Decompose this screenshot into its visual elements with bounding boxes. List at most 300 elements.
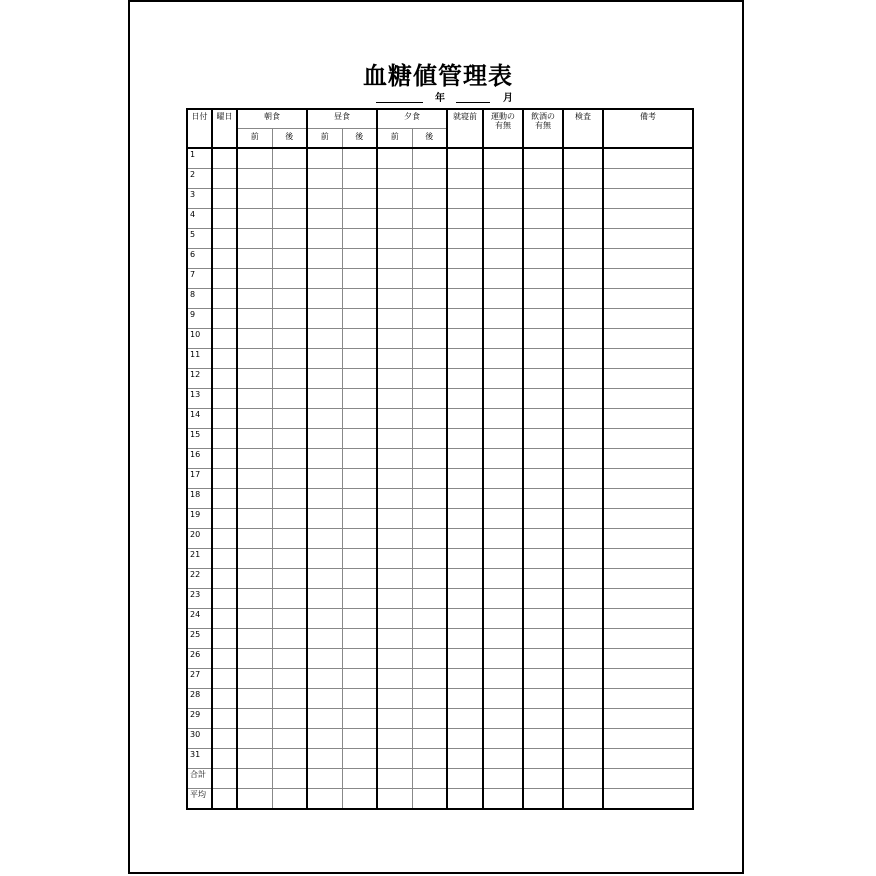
entry-cell[interactable] xyxy=(342,329,377,349)
entry-cell[interactable] xyxy=(412,649,447,669)
entry-cell[interactable] xyxy=(237,629,272,649)
entry-cell[interactable] xyxy=(523,689,563,709)
entry-cell[interactable] xyxy=(523,669,563,689)
entry-cell[interactable] xyxy=(212,289,237,309)
entry-cell[interactable] xyxy=(342,669,377,689)
entry-cell[interactable] xyxy=(412,209,447,229)
entry-cell[interactable] xyxy=(483,289,523,309)
entry-cell[interactable] xyxy=(377,189,412,209)
entry-cell[interactable] xyxy=(563,189,603,209)
entry-cell[interactable] xyxy=(377,509,412,529)
entry-cell[interactable] xyxy=(412,789,447,810)
entry-cell[interactable] xyxy=(272,589,307,609)
entry-cell[interactable] xyxy=(377,609,412,629)
entry-cell[interactable] xyxy=(272,349,307,369)
entry-cell[interactable] xyxy=(272,249,307,269)
entry-cell[interactable] xyxy=(603,649,693,669)
entry-cell[interactable] xyxy=(237,169,272,189)
entry-cell[interactable] xyxy=(523,449,563,469)
entry-cell[interactable] xyxy=(212,569,237,589)
entry-cell[interactable] xyxy=(377,229,412,249)
entry-cell[interactable] xyxy=(307,369,342,389)
entry-cell[interactable] xyxy=(563,449,603,469)
entry-cell[interactable] xyxy=(237,369,272,389)
entry-cell[interactable] xyxy=(377,148,412,169)
entry-cell[interactable] xyxy=(212,169,237,189)
entry-cell[interactable] xyxy=(523,429,563,449)
entry-cell[interactable] xyxy=(563,469,603,489)
entry-cell[interactable] xyxy=(377,369,412,389)
entry-cell[interactable] xyxy=(563,549,603,569)
entry-cell[interactable] xyxy=(342,769,377,789)
entry-cell[interactable] xyxy=(483,449,523,469)
entry-cell[interactable] xyxy=(342,349,377,369)
entry-cell[interactable] xyxy=(412,409,447,429)
entry-cell[interactable] xyxy=(342,709,377,729)
entry-cell[interactable] xyxy=(603,629,693,649)
entry-cell[interactable] xyxy=(603,689,693,709)
entry-cell[interactable] xyxy=(563,209,603,229)
entry-cell[interactable] xyxy=(523,709,563,729)
entry-cell[interactable] xyxy=(563,389,603,409)
entry-cell[interactable] xyxy=(447,489,483,509)
entry-cell[interactable] xyxy=(483,329,523,349)
entry-cell[interactable] xyxy=(447,609,483,629)
entry-cell[interactable] xyxy=(523,229,563,249)
entry-cell[interactable] xyxy=(563,349,603,369)
entry-cell[interactable] xyxy=(483,148,523,169)
entry-cell[interactable] xyxy=(237,329,272,349)
entry-cell[interactable] xyxy=(377,349,412,369)
entry-cell[interactable] xyxy=(307,169,342,189)
entry-cell[interactable] xyxy=(447,709,483,729)
entry-cell[interactable] xyxy=(523,749,563,769)
entry-cell[interactable] xyxy=(412,469,447,489)
entry-cell[interactable] xyxy=(237,269,272,289)
entry-cell[interactable] xyxy=(237,649,272,669)
entry-cell[interactable] xyxy=(342,569,377,589)
entry-cell[interactable] xyxy=(563,148,603,169)
entry-cell[interactable] xyxy=(447,209,483,229)
entry-cell[interactable] xyxy=(483,349,523,369)
entry-cell[interactable] xyxy=(412,229,447,249)
entry-cell[interactable] xyxy=(412,148,447,169)
entry-cell[interactable] xyxy=(342,409,377,429)
entry-cell[interactable] xyxy=(307,549,342,569)
entry-cell[interactable] xyxy=(342,309,377,329)
entry-cell[interactable] xyxy=(447,269,483,289)
entry-cell[interactable] xyxy=(603,189,693,209)
entry-cell[interactable] xyxy=(377,649,412,669)
entry-cell[interactable] xyxy=(483,529,523,549)
entry-cell[interactable] xyxy=(272,289,307,309)
entry-cell[interactable] xyxy=(412,769,447,789)
entry-cell[interactable] xyxy=(563,669,603,689)
entry-cell[interactable] xyxy=(212,449,237,469)
entry-cell[interactable] xyxy=(212,709,237,729)
entry-cell[interactable] xyxy=(272,409,307,429)
entry-cell[interactable] xyxy=(603,769,693,789)
entry-cell[interactable] xyxy=(342,249,377,269)
entry-cell[interactable] xyxy=(272,649,307,669)
entry-cell[interactable] xyxy=(272,449,307,469)
entry-cell[interactable] xyxy=(237,769,272,789)
entry-cell[interactable] xyxy=(272,489,307,509)
entry-cell[interactable] xyxy=(377,249,412,269)
entry-cell[interactable] xyxy=(563,629,603,649)
entry-cell[interactable] xyxy=(523,769,563,789)
entry-cell[interactable] xyxy=(483,729,523,749)
entry-cell[interactable] xyxy=(523,189,563,209)
entry-cell[interactable] xyxy=(523,649,563,669)
entry-cell[interactable] xyxy=(272,769,307,789)
entry-cell[interactable] xyxy=(237,729,272,749)
entry-cell[interactable] xyxy=(412,549,447,569)
entry-cell[interactable] xyxy=(563,409,603,429)
entry-cell[interactable] xyxy=(237,789,272,810)
entry-cell[interactable] xyxy=(412,429,447,449)
entry-cell[interactable] xyxy=(563,169,603,189)
entry-cell[interactable] xyxy=(307,469,342,489)
entry-cell[interactable] xyxy=(483,689,523,709)
entry-cell[interactable] xyxy=(523,269,563,289)
entry-cell[interactable] xyxy=(212,389,237,409)
entry-cell[interactable] xyxy=(212,469,237,489)
entry-cell[interactable] xyxy=(237,689,272,709)
entry-cell[interactable] xyxy=(603,209,693,229)
entry-cell[interactable] xyxy=(603,549,693,569)
entry-cell[interactable] xyxy=(272,709,307,729)
entry-cell[interactable] xyxy=(342,148,377,169)
entry-cell[interactable] xyxy=(483,509,523,529)
entry-cell[interactable] xyxy=(272,509,307,529)
entry-cell[interactable] xyxy=(212,589,237,609)
entry-cell[interactable] xyxy=(307,609,342,629)
entry-cell[interactable] xyxy=(412,389,447,409)
entry-cell[interactable] xyxy=(272,549,307,569)
entry-cell[interactable] xyxy=(412,369,447,389)
entry-cell[interactable] xyxy=(377,489,412,509)
entry-cell[interactable] xyxy=(447,589,483,609)
year-blank[interactable] xyxy=(376,102,423,103)
entry-cell[interactable] xyxy=(237,249,272,269)
entry-cell[interactable] xyxy=(447,749,483,769)
entry-cell[interactable] xyxy=(307,729,342,749)
entry-cell[interactable] xyxy=(237,209,272,229)
entry-cell[interactable] xyxy=(237,709,272,729)
entry-cell[interactable] xyxy=(412,709,447,729)
entry-cell[interactable] xyxy=(307,629,342,649)
entry-cell[interactable] xyxy=(447,649,483,669)
entry-cell[interactable] xyxy=(377,529,412,549)
entry-cell[interactable] xyxy=(237,469,272,489)
entry-cell[interactable] xyxy=(603,789,693,810)
entry-cell[interactable] xyxy=(603,429,693,449)
entry-cell[interactable] xyxy=(307,669,342,689)
entry-cell[interactable] xyxy=(603,489,693,509)
entry-cell[interactable] xyxy=(212,529,237,549)
entry-cell[interactable] xyxy=(272,429,307,449)
entry-cell[interactable] xyxy=(447,389,483,409)
entry-cell[interactable] xyxy=(563,229,603,249)
entry-cell[interactable] xyxy=(563,309,603,329)
entry-cell[interactable] xyxy=(377,269,412,289)
entry-cell[interactable] xyxy=(212,409,237,429)
entry-cell[interactable] xyxy=(447,229,483,249)
entry-cell[interactable] xyxy=(342,529,377,549)
entry-cell[interactable] xyxy=(523,309,563,329)
entry-cell[interactable] xyxy=(523,389,563,409)
entry-cell[interactable] xyxy=(447,789,483,810)
entry-cell[interactable] xyxy=(603,169,693,189)
entry-cell[interactable] xyxy=(447,249,483,269)
entry-cell[interactable] xyxy=(603,309,693,329)
entry-cell[interactable] xyxy=(212,549,237,569)
entry-cell[interactable] xyxy=(412,289,447,309)
entry-cell[interactable] xyxy=(603,349,693,369)
entry-cell[interactable] xyxy=(272,369,307,389)
entry-cell[interactable] xyxy=(342,489,377,509)
entry-cell[interactable] xyxy=(272,229,307,249)
entry-cell[interactable] xyxy=(412,729,447,749)
entry-cell[interactable] xyxy=(447,449,483,469)
entry-cell[interactable] xyxy=(377,289,412,309)
entry-cell[interactable] xyxy=(447,509,483,529)
entry-cell[interactable] xyxy=(447,569,483,589)
entry-cell[interactable] xyxy=(523,569,563,589)
entry-cell[interactable] xyxy=(377,389,412,409)
entry-cell[interactable] xyxy=(603,449,693,469)
entry-cell[interactable] xyxy=(523,529,563,549)
entry-cell[interactable] xyxy=(603,289,693,309)
entry-cell[interactable] xyxy=(483,409,523,429)
entry-cell[interactable] xyxy=(563,609,603,629)
entry-cell[interactable] xyxy=(272,689,307,709)
entry-cell[interactable] xyxy=(483,549,523,569)
entry-cell[interactable] xyxy=(523,549,563,569)
entry-cell[interactable] xyxy=(307,529,342,549)
entry-cell[interactable] xyxy=(523,509,563,529)
entry-cell[interactable] xyxy=(212,209,237,229)
entry-cell[interactable] xyxy=(483,309,523,329)
entry-cell[interactable] xyxy=(237,289,272,309)
entry-cell[interactable] xyxy=(412,169,447,189)
entry-cell[interactable] xyxy=(563,429,603,449)
entry-cell[interactable] xyxy=(212,649,237,669)
entry-cell[interactable] xyxy=(603,609,693,629)
entry-cell[interactable] xyxy=(603,729,693,749)
entry-cell[interactable] xyxy=(412,329,447,349)
entry-cell[interactable] xyxy=(563,689,603,709)
entry-cell[interactable] xyxy=(212,609,237,629)
entry-cell[interactable] xyxy=(483,709,523,729)
entry-cell[interactable] xyxy=(603,509,693,529)
entry-cell[interactable] xyxy=(212,249,237,269)
entry-cell[interactable] xyxy=(603,409,693,429)
entry-cell[interactable] xyxy=(237,549,272,569)
entry-cell[interactable] xyxy=(523,289,563,309)
entry-cell[interactable] xyxy=(563,249,603,269)
entry-cell[interactable] xyxy=(412,489,447,509)
entry-cell[interactable] xyxy=(412,669,447,689)
entry-cell[interactable] xyxy=(377,429,412,449)
entry-cell[interactable] xyxy=(272,529,307,549)
entry-cell[interactable] xyxy=(212,629,237,649)
entry-cell[interactable] xyxy=(237,509,272,529)
entry-cell[interactable] xyxy=(272,148,307,169)
entry-cell[interactable] xyxy=(342,169,377,189)
entry-cell[interactable] xyxy=(483,609,523,629)
entry-cell[interactable] xyxy=(237,529,272,549)
entry-cell[interactable] xyxy=(563,649,603,669)
entry-cell[interactable] xyxy=(212,329,237,349)
entry-cell[interactable] xyxy=(483,389,523,409)
entry-cell[interactable] xyxy=(272,669,307,689)
entry-cell[interactable] xyxy=(272,309,307,329)
entry-cell[interactable] xyxy=(523,249,563,269)
entry-cell[interactable] xyxy=(272,569,307,589)
entry-cell[interactable] xyxy=(307,749,342,769)
entry-cell[interactable] xyxy=(342,589,377,609)
entry-cell[interactable] xyxy=(603,589,693,609)
entry-cell[interactable] xyxy=(272,629,307,649)
entry-cell[interactable] xyxy=(237,189,272,209)
entry-cell[interactable] xyxy=(603,529,693,549)
entry-cell[interactable] xyxy=(212,309,237,329)
entry-cell[interactable] xyxy=(342,369,377,389)
entry-cell[interactable] xyxy=(523,209,563,229)
entry-cell[interactable] xyxy=(412,189,447,209)
entry-cell[interactable] xyxy=(483,429,523,449)
entry-cell[interactable] xyxy=(307,789,342,810)
entry-cell[interactable] xyxy=(523,589,563,609)
entry-cell[interactable] xyxy=(563,789,603,810)
entry-cell[interactable] xyxy=(342,189,377,209)
entry-cell[interactable] xyxy=(563,569,603,589)
entry-cell[interactable] xyxy=(212,769,237,789)
entry-cell[interactable] xyxy=(307,209,342,229)
entry-cell[interactable] xyxy=(447,429,483,449)
entry-cell[interactable] xyxy=(307,189,342,209)
entry-cell[interactable] xyxy=(483,629,523,649)
entry-cell[interactable] xyxy=(272,269,307,289)
entry-cell[interactable] xyxy=(563,729,603,749)
entry-cell[interactable] xyxy=(307,489,342,509)
entry-cell[interactable] xyxy=(237,489,272,509)
entry-cell[interactable] xyxy=(483,369,523,389)
entry-cell[interactable] xyxy=(212,148,237,169)
entry-cell[interactable] xyxy=(377,589,412,609)
entry-cell[interactable] xyxy=(342,629,377,649)
entry-cell[interactable] xyxy=(523,409,563,429)
entry-cell[interactable] xyxy=(342,469,377,489)
entry-cell[interactable] xyxy=(307,389,342,409)
entry-cell[interactable] xyxy=(377,409,412,429)
entry-cell[interactable] xyxy=(412,609,447,629)
entry-cell[interactable] xyxy=(412,249,447,269)
entry-cell[interactable] xyxy=(447,189,483,209)
entry-cell[interactable] xyxy=(342,289,377,309)
entry-cell[interactable] xyxy=(483,649,523,669)
entry-cell[interactable] xyxy=(237,669,272,689)
entry-cell[interactable] xyxy=(412,509,447,529)
entry-cell[interactable] xyxy=(272,329,307,349)
entry-cell[interactable] xyxy=(603,369,693,389)
entry-cell[interactable] xyxy=(603,249,693,269)
entry-cell[interactable] xyxy=(342,689,377,709)
entry-cell[interactable] xyxy=(563,769,603,789)
entry-cell[interactable] xyxy=(603,709,693,729)
entry-cell[interactable] xyxy=(342,229,377,249)
entry-cell[interactable] xyxy=(307,769,342,789)
entry-cell[interactable] xyxy=(447,669,483,689)
entry-cell[interactable] xyxy=(272,609,307,629)
entry-cell[interactable] xyxy=(307,429,342,449)
entry-cell[interactable] xyxy=(483,229,523,249)
entry-cell[interactable] xyxy=(307,409,342,429)
entry-cell[interactable] xyxy=(523,469,563,489)
entry-cell[interactable] xyxy=(272,389,307,409)
entry-cell[interactable] xyxy=(342,609,377,629)
entry-cell[interactable] xyxy=(307,509,342,529)
entry-cell[interactable] xyxy=(523,489,563,509)
entry-cell[interactable] xyxy=(307,309,342,329)
entry-cell[interactable] xyxy=(307,709,342,729)
entry-cell[interactable] xyxy=(307,449,342,469)
entry-cell[interactable] xyxy=(483,209,523,229)
entry-cell[interactable] xyxy=(237,609,272,629)
entry-cell[interactable] xyxy=(563,589,603,609)
entry-cell[interactable] xyxy=(523,609,563,629)
entry-cell[interactable] xyxy=(377,469,412,489)
entry-cell[interactable] xyxy=(377,669,412,689)
entry-cell[interactable] xyxy=(412,349,447,369)
entry-cell[interactable] xyxy=(447,169,483,189)
entry-cell[interactable] xyxy=(377,569,412,589)
entry-cell[interactable] xyxy=(447,289,483,309)
entry-cell[interactable] xyxy=(603,669,693,689)
entry-cell[interactable] xyxy=(272,749,307,769)
entry-cell[interactable] xyxy=(342,509,377,529)
entry-cell[interactable] xyxy=(212,669,237,689)
entry-cell[interactable] xyxy=(483,489,523,509)
entry-cell[interactable] xyxy=(377,449,412,469)
entry-cell[interactable] xyxy=(342,549,377,569)
entry-cell[interactable] xyxy=(447,309,483,329)
entry-cell[interactable] xyxy=(307,689,342,709)
entry-cell[interactable] xyxy=(523,369,563,389)
entry-cell[interactable] xyxy=(377,749,412,769)
entry-cell[interactable] xyxy=(307,349,342,369)
entry-cell[interactable] xyxy=(412,689,447,709)
entry-cell[interactable] xyxy=(483,769,523,789)
entry-cell[interactable] xyxy=(447,629,483,649)
entry-cell[interactable] xyxy=(212,369,237,389)
entry-cell[interactable] xyxy=(523,169,563,189)
entry-cell[interactable] xyxy=(447,529,483,549)
entry-cell[interactable] xyxy=(603,569,693,589)
entry-cell[interactable] xyxy=(377,169,412,189)
entry-cell[interactable] xyxy=(272,189,307,209)
entry-cell[interactable] xyxy=(307,649,342,669)
entry-cell[interactable] xyxy=(483,189,523,209)
entry-cell[interactable] xyxy=(307,269,342,289)
entry-cell[interactable] xyxy=(377,729,412,749)
entry-cell[interactable] xyxy=(603,329,693,349)
entry-cell[interactable] xyxy=(563,369,603,389)
entry-cell[interactable] xyxy=(483,589,523,609)
entry-cell[interactable] xyxy=(523,349,563,369)
